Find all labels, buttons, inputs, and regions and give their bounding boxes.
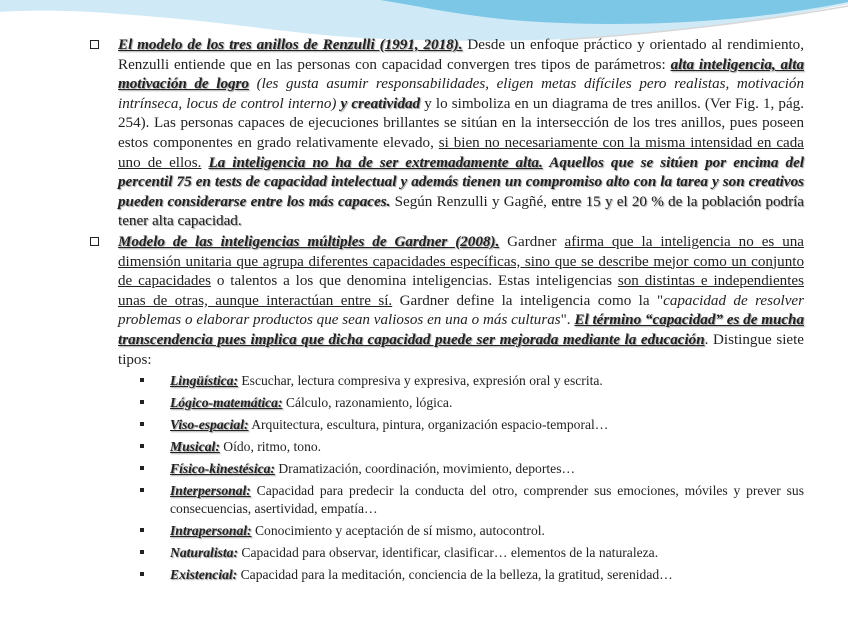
renzulli-underline-1: si bien no necesariamente con la misma intensidad en cada uno de ellos.	[118, 134, 804, 171]
list-item	[118, 482, 804, 517]
type-name: Lingüística:	[170, 373, 238, 389]
renzulli-text-1: Desde un enfoque práctico y orientado al rendimiento, Renzulli entiende que en las personas con capacidad convergen tres tipos de parámetros:	[118, 37, 805, 73]
square-bullet-icon	[140, 550, 144, 554]
gardner-text-2: Gardner define la inteligencia como la "	[392, 292, 664, 309]
renzulli-emphasis-2: Aquellos que se sitúen por encima del percentil 75 en tests de capacidad intelectual y además tienen un compromiso alto con la tarea y son creativos pueden considerarse entre los más capaces.	[118, 154, 804, 210]
type-description: Capacidad para predecir la conducta del otro, comprender sus emociones, móviles y prever sus consecuencias, asertividad, empatía…	[170, 483, 804, 516]
slide-content	[88, 36, 804, 588]
renzulli-title: El modelo de los tres anillos de Renzulli (1991, 2018).	[118, 37, 463, 53]
type-description: Cálculo, razonamiento, lógica.	[282, 395, 453, 411]
gardner-quote: capacidad de resolver problemas o elaborar productos que sean valiosos en una o más culturas	[118, 292, 804, 329]
renzulli-parenthetical: (les gusta asumir responsabilidades, eligen metas difíciles pero realistas, motivación intrínseca, locus de control interno)	[118, 76, 804, 112]
square-bullet-icon	[140, 400, 144, 404]
type-description: Dramatización, coordinación, movimiento, deportes…	[274, 461, 576, 477]
renzulli-text-2: y lo simboliza en un diagrama de tres anillos. (Ver Fig. 1, pág. 254). Las personas capaces de ejecuciones brillantes se sitúan en la intersección de los tres anillos, pues poseen estos componentes en grado relativamente elevado,	[118, 95, 804, 151]
type-description: Arquitectura, escultura, pintura, organización espacio-temporal…	[248, 417, 609, 433]
type-name: Intrapersonal:	[170, 522, 252, 538]
type-description: Conocimiento y aceptación de sí mismo, autocontrol.	[251, 522, 545, 538]
list-item	[118, 522, 804, 540]
gardner-gap: Gardner	[499, 233, 565, 250]
renzulli-emphasis-3: entre 15 y el 20 % de la población podría tener alta capacidad.	[118, 193, 804, 230]
renzulli-emphasis-1: La inteligencia no ha de ser extremadamente alta.	[208, 154, 543, 171]
renzulli-creativity: y creatividad	[340, 95, 421, 112]
gardner-text-3: ".	[560, 312, 575, 329]
list-item	[118, 438, 804, 456]
checkbox-bullet-icon	[90, 237, 99, 246]
square-bullet-icon	[140, 378, 144, 382]
list-item	[118, 372, 804, 390]
type-name: Existencial:	[170, 566, 238, 582]
list-item	[118, 460, 804, 478]
checkbox-bullet-icon	[90, 40, 99, 49]
type-name: Lógico-matemática:	[170, 395, 283, 411]
list-item	[118, 544, 804, 562]
type-name: Naturalista:	[170, 544, 238, 560]
gardner-text-4: . Distingue siete tipos:	[118, 331, 804, 368]
gardner-underline-1: afirma que la inteligencia no es una dimensión unitaria que agrupa diferentes capacidades específicas, sino que se describe mejor como un conjunto de capacidades	[118, 233, 804, 290]
gardner-text-1: o talentos a los que denomina inteligencias. Estas inteligencias	[211, 273, 618, 290]
renzulli-traits: alta inteligencia, alta motivación de logro	[118, 56, 804, 93]
intelligence-types-list	[118, 372, 804, 583]
type-description: Oído, ritmo, tono.	[219, 439, 322, 455]
gardner-section	[88, 233, 804, 583]
type-name: Físico-kinestésica:	[170, 461, 275, 477]
type-name: Viso-espacial:	[170, 417, 249, 433]
square-bullet-icon	[140, 444, 144, 448]
square-bullet-icon	[140, 422, 144, 426]
gardner-underline-2: son distintas e independientes unas de otras, aunque interactúan entre sí.	[118, 273, 804, 309]
type-description: Escuchar, lectura compresiva y expresiva, expresión oral y escrita.	[237, 373, 603, 389]
list-item	[118, 394, 804, 412]
square-bullet-icon	[140, 466, 144, 470]
type-name: Interpersonal:	[170, 483, 251, 499]
gardner-emphasis: El término “capacidad” es de mucha transcendencia pues implica que dicha capacidad puede ser mejorada mediante la educación	[118, 312, 804, 348]
renzulli-text-3: Según Renzulli y Gagñé,	[390, 193, 552, 210]
renzulli-section	[88, 36, 804, 232]
type-description: Capacidad para la meditación, conciencia de la belleza, la gratitud, serenidad…	[237, 566, 673, 582]
type-name: Musical:	[170, 439, 220, 455]
square-bullet-icon	[140, 488, 144, 492]
list-item	[118, 416, 804, 434]
square-bullet-icon	[140, 572, 144, 576]
list-item	[118, 566, 804, 584]
square-bullet-icon	[140, 528, 144, 532]
gardner-title: Modelo de las inteligencias múltiples de Gardner (2008).	[118, 233, 500, 250]
type-description: Capacidad para observar, identificar, clasificar… elementos de la naturaleza.	[237, 544, 659, 560]
